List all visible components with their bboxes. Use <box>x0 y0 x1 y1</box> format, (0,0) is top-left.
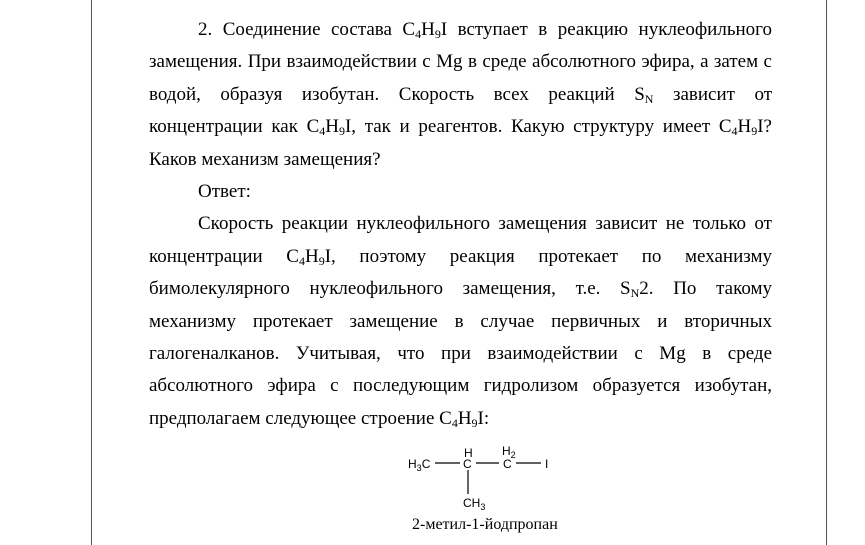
c2-carbon: C <box>503 457 512 471</box>
ch3-group: $CH_3$ <box>463 496 486 512</box>
c2-hydrogen: $H_2$ <box>502 444 516 460</box>
answer-paragraph: Скорость реакции нуклеофильного замещения зависит не только от концентрации $C_4H_9I$, поэтому реакция протекает по механизму бимолекулярного нуклеофильного замещения, т.е. $S_N2$. По такому механизму протекает замещение в случае первичных и вторичных галогеналканов. Учитывая, что при взаимодействии с Mg в среде абсолютного эфира с последующим гидролизом образуется изобутан, предполагаем следующее строение $C_4H_9I$: <box>149 213 773 430</box>
problem-paragraph: 2. Соединение состава $C_4H_9I$ вступает в реакцию нуклеофильного замещения. При взаимодействии с Mg в среде абсолютного эфира, а затем с водой, образуя изобутан. Скорость всех реакций $S_N$ зависит от концентрации как $C_4H_9I$, так и реагентов. Какую структуру имеет $C_4H_9I$? Каков механизм замещения? <box>149 19 772 170</box>
left-margin-line <box>91 0 92 545</box>
formula-caption: 2-метил-1-йодпропан <box>412 516 558 533</box>
iodine-atom: I <box>545 457 549 471</box>
c1-carbon: C <box>463 457 472 471</box>
c1-hydrogen: H <box>464 446 473 460</box>
h3c-group: $H_3C$ <box>408 457 431 473</box>
right-margin-line <box>826 0 827 545</box>
document-body <box>149 14 772 435</box>
answer-label: Ответ: <box>198 181 251 203</box>
structural-formula <box>405 444 565 514</box>
